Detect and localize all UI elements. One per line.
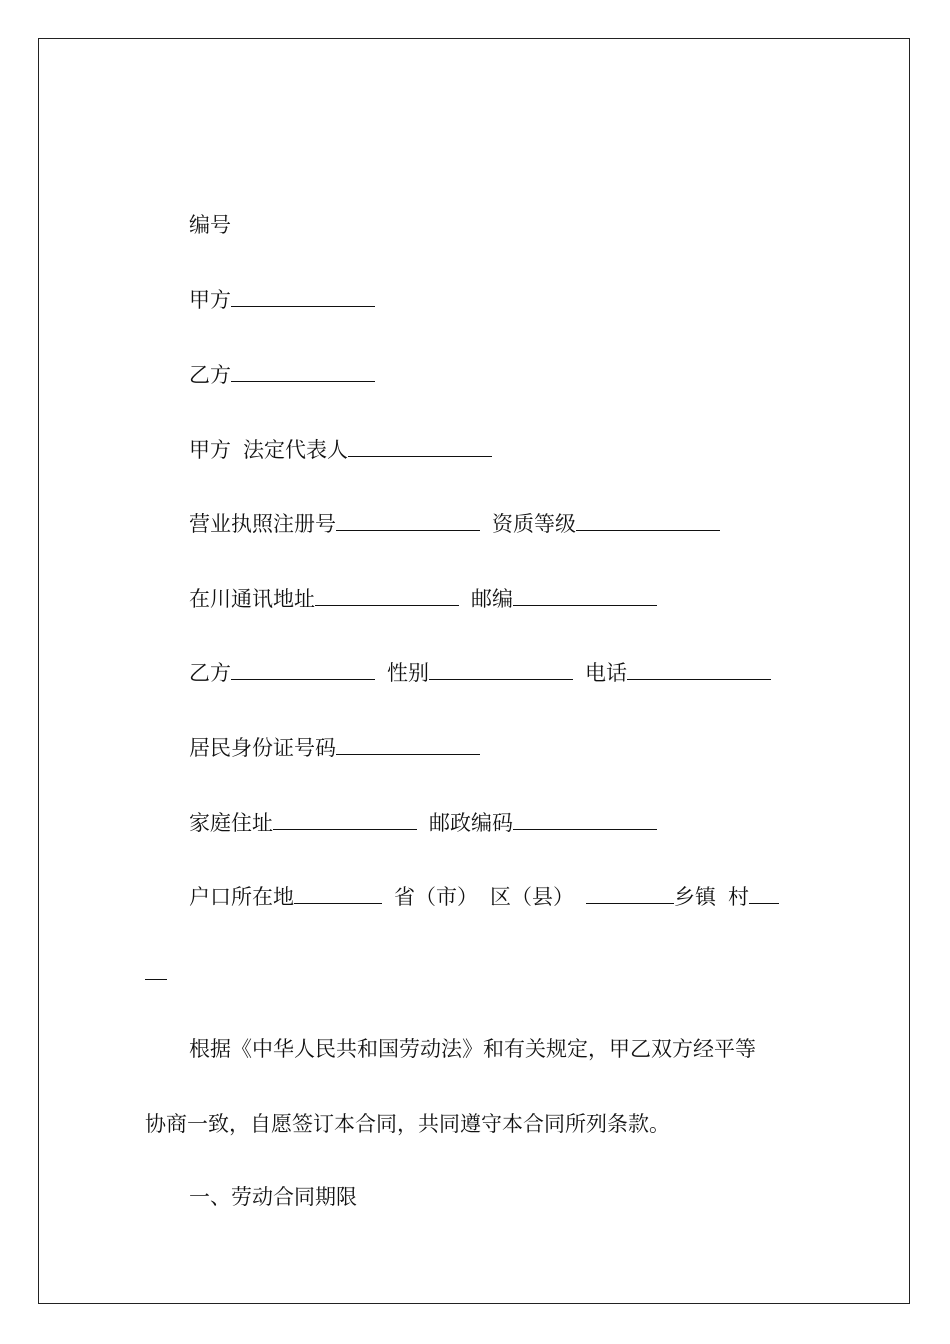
address-line (189, 586, 657, 612)
party-b-info-label: 乙方 (189, 661, 231, 685)
home-postcode-label: 邮政编码 (429, 811, 513, 835)
phone-blank[interactable] (627, 661, 771, 680)
village-blank[interactable] (749, 885, 779, 904)
province-label: 省（市） (394, 885, 478, 909)
hukou-blank[interactable] (294, 885, 382, 904)
hukou-line (189, 884, 779, 910)
township-blank[interactable] (586, 885, 674, 904)
party-b-info-line (189, 660, 771, 686)
township-label: 乡镇 (674, 885, 716, 909)
home-address-label: 家庭住址 (189, 811, 273, 835)
contract-number-label: 编号 (189, 213, 231, 237)
party-b-line (189, 362, 375, 388)
home-postcode-blank[interactable] (513, 811, 657, 830)
party-a-label: 甲方 (189, 288, 231, 312)
district-label: 区（县） (490, 885, 574, 909)
gender-blank[interactable] (429, 661, 573, 680)
license-label: 营业执照注册号 (189, 512, 336, 536)
id-card-blank[interactable] (336, 736, 480, 755)
home-address-blank[interactable] (273, 811, 417, 830)
postcode-label: 邮编 (471, 587, 513, 611)
section-1-heading (189, 1184, 357, 1210)
paragraph-1-text-1: 根据《中华人民共和国劳动法》和有关规定，甲乙双方经平等 (189, 1037, 756, 1061)
gender-label: 性别 (387, 661, 429, 685)
phone-label: 电话 (585, 661, 627, 685)
section-1-heading-text: 一、劳动合同期限 (189, 1185, 357, 1209)
postcode-blank[interactable] (513, 587, 657, 606)
license-line (189, 511, 720, 537)
paragraph-1-line-1 (189, 1036, 756, 1062)
village-blank-continued[interactable] (145, 961, 167, 980)
party-b-blank[interactable] (231, 363, 375, 382)
contract-number-line (189, 212, 231, 238)
address-label: 在川通讯地址 (189, 587, 315, 611)
hukou-wrap-line (145, 960, 167, 986)
party-a-blank[interactable] (231, 288, 375, 307)
qualification-label: 资质等级 (492, 512, 576, 536)
party-a-rep-line (189, 437, 492, 463)
paragraph-1-line-2 (145, 1111, 670, 1137)
legal-rep-blank[interactable] (348, 438, 492, 457)
village-label: 村 (728, 885, 749, 909)
id-card-label: 居民身份证号码 (189, 736, 336, 760)
qualification-blank[interactable] (576, 512, 720, 531)
party-b-name-blank[interactable] (231, 661, 375, 680)
home-line (189, 810, 657, 836)
license-blank[interactable] (336, 512, 480, 531)
id-card-line (189, 735, 480, 761)
party-b-label: 乙方 (189, 363, 231, 387)
address-blank[interactable] (315, 587, 459, 606)
legal-rep-label: 法定代表人 (243, 438, 348, 462)
party-a-line (189, 287, 375, 313)
paragraph-1-text-2: 协商一致，自愿签订本合同，共同遵守本合同所列条款。 (145, 1112, 670, 1136)
party-a-rep-prefix: 甲方 (189, 438, 231, 462)
hukou-label: 户口所在地 (189, 885, 294, 909)
